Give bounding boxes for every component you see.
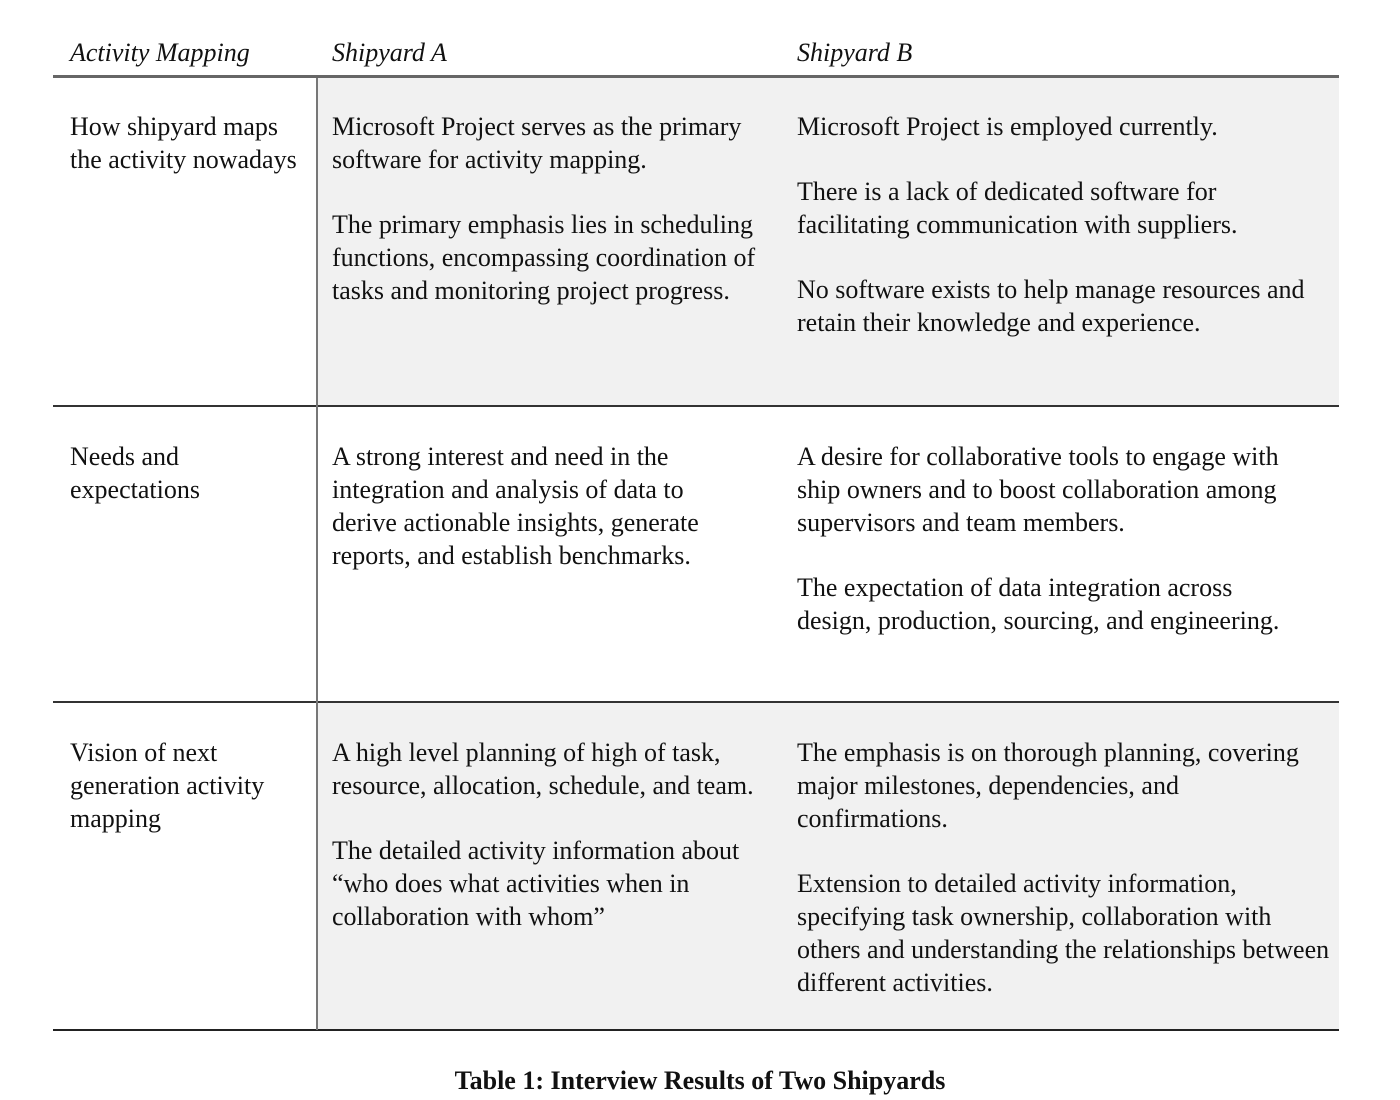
header-shipyard-b: Shipyard B [797,38,913,67]
cell-paragraph: A desire for collaborative tools to engage with ship owners and to boost collaboration among supervisors and team members. [797,442,1279,537]
cell-paragraph: The emphasis is on thorough planning, covering major milestones, dependencies, and confirmations. [797,738,1299,833]
row-divider-2 [53,701,1339,703]
header-shipyard-a: Shipyard A [332,38,447,67]
cell-paragraph: Microsoft Project is employed currently. [797,112,1218,141]
cell-paragraph: Microsoft Project serves as the primary software for activity mapping. [332,112,742,174]
table-caption: Table 1: Interview Results of Two Shipyards [454,1066,946,1095]
shipyard-a-cell [332,736,777,965]
cell-paragraph: Extension to detailed activity information, specifying task ownership, collaboration with others and understanding the relationships between different activities. [797,869,1330,997]
header-activity-mapping: Activity Mapping [70,38,250,67]
cell-paragraph: The detailed activity information about “who does what activities when in collaboration with whom” [332,836,740,931]
cell-paragraph: No software exists to help manage resources and retain their knowledge and experience. [797,275,1305,337]
shipyard-a-cell [332,440,752,604]
cell-paragraph: A strong interest and need in the integration and analysis of data to derive actionable insights, generate reports, and establish benchmarks. [332,442,699,570]
header-rule [53,75,1339,78]
shipyard-b-cell [797,736,1332,1031]
row-divider-1 [53,405,1339,407]
shipyard-b-cell [797,440,1307,669]
row-label: How shipyard maps the activity nowadays [70,112,297,174]
shipyard-b-cell [797,110,1327,371]
column-divider [316,78,318,1030]
row-label: Needs and expectations [70,442,200,504]
row-label: Vision of next generation activity mapping [70,738,265,833]
cell-paragraph: There is a lack of dedicated software for facilitating communication with suppliers. [797,177,1238,239]
shipyard-a-cell [332,110,772,339]
cell-paragraph: The expectation of data integration across design, production, sourcing, and engineering. [797,573,1280,635]
cell-paragraph: A high level planning of high of task, resource, allocation, schedule, and team. [332,738,754,800]
cell-paragraph: The primary emphasis lies in scheduling functions, encompassing coordination of tasks and monitoring project progress. [332,210,756,305]
